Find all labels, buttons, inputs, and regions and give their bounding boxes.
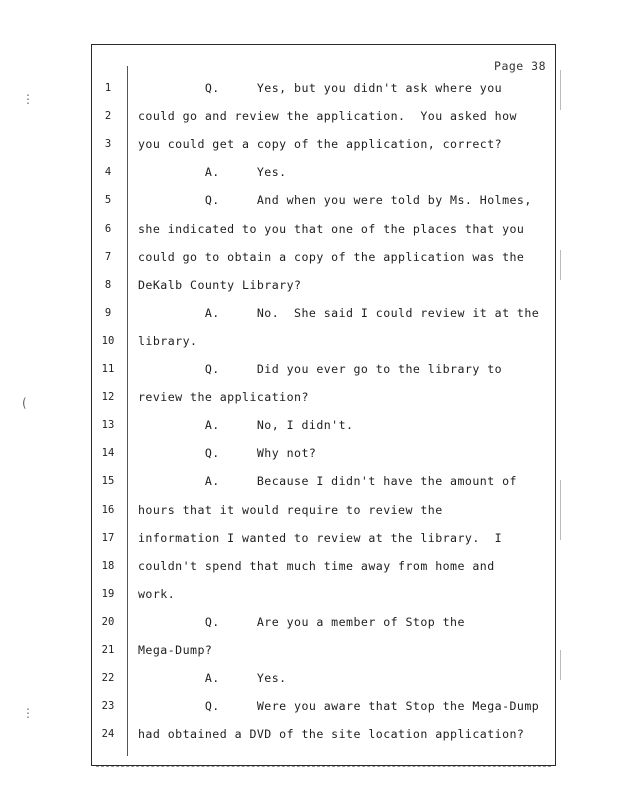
transcript-line [0, 108, 618, 128]
line-text: A. No, I didn't. [138, 418, 354, 433]
line-number: 22 [101, 672, 115, 685]
binding-hole-mark-middle: ( [22, 396, 27, 410]
line-number: 13 [101, 419, 115, 432]
transcript-line [0, 277, 618, 297]
line-text: hours that it would require to review the [138, 502, 443, 517]
page-number-label: Page 38 [494, 59, 546, 73]
line-text: had obtained a DVD of the site location application? [138, 727, 525, 742]
transcript-line [0, 726, 618, 746]
line-number: 10 [101, 334, 115, 347]
line-number: 24 [101, 728, 115, 741]
line-text: Q. Are you a member of Stop the [138, 614, 465, 629]
transcript-line [0, 221, 618, 241]
scan-artifact-right [560, 250, 561, 280]
line-text: information I wanted to review at the library. I [138, 530, 503, 545]
line-text: couldn't spend that much time away from home and [138, 558, 495, 573]
line-number: 16 [101, 503, 115, 516]
line-text: could go and review the application. You asked how [138, 109, 517, 124]
scan-artifact-right [560, 480, 561, 540]
line-text: could go to obtain a copy of the application was the [138, 249, 525, 264]
transcript-line [0, 670, 618, 690]
transcript-line [0, 136, 618, 156]
transcript-line [0, 473, 618, 493]
transcript-line [0, 417, 618, 437]
line-text: Mega-Dump? [138, 643, 213, 657]
line-text: A. Yes. [138, 671, 287, 686]
transcript-line [0, 389, 618, 409]
line-text: Q. Did you ever go to the library to [138, 362, 503, 376]
transcript-line [0, 361, 618, 381]
line-text: A. No. She said I could review it at the [138, 305, 540, 320]
transcript-line [0, 642, 618, 662]
transcript-line [0, 305, 618, 325]
line-number: 7 [104, 250, 112, 263]
binding-hole-mark-bottom: ⋮ [22, 706, 34, 720]
line-number: 8 [104, 278, 112, 291]
line-text: Q. Yes, but you didn't ask where you [138, 81, 503, 95]
scan-artifact-right [560, 70, 561, 110]
line-number: 3 [104, 138, 112, 151]
line-number: 6 [104, 222, 112, 235]
line-number: 2 [104, 110, 112, 123]
line-number: 17 [101, 531, 115, 544]
line-text: DeKalb County Library? [138, 277, 302, 292]
transcript-line [0, 502, 618, 522]
binding-hole-mark-top: ⋮ [22, 92, 34, 106]
transcript-line [0, 698, 618, 718]
line-number: 21 [101, 644, 115, 656]
line-number: 9 [104, 306, 112, 319]
transcript-line [0, 530, 618, 550]
line-text: work. [138, 586, 176, 601]
line-text: Q. Why not? [138, 446, 317, 461]
line-number: 18 [101, 559, 115, 572]
transcript-line [0, 249, 618, 269]
transcript-line [0, 586, 618, 606]
transcript-line [0, 558, 618, 578]
line-number: 14 [101, 447, 115, 460]
scan-artifact-right [560, 650, 561, 680]
transcript-line [0, 80, 618, 100]
line-number: 5 [104, 194, 112, 207]
line-text: you could get a copy of the application, correct? [138, 137, 503, 152]
transcript-line [0, 164, 618, 184]
transcript-line [0, 192, 618, 212]
line-text: Q. Were you aware that Stop the Mega-Dump [138, 699, 540, 714]
transcript-line [0, 333, 618, 353]
page-bottom-edge [96, 766, 551, 767]
line-text: she indicated to you that one of the places that you [138, 221, 525, 236]
line-number: 20 [101, 615, 115, 628]
transcript-line [0, 445, 618, 465]
line-text: A. Yes. [138, 165, 287, 180]
line-number: 12 [101, 391, 115, 404]
line-number: 19 [101, 587, 115, 600]
line-number: 4 [104, 166, 112, 179]
line-number: 1 [104, 82, 112, 94]
line-text: A. Because I didn't have the amount of [138, 474, 517, 489]
line-text: Q. And when you were told by Ms. Holmes, [138, 193, 532, 208]
line-number: 23 [101, 700, 115, 713]
line-number: 15 [101, 475, 115, 488]
line-text: review the application? [138, 390, 309, 405]
line-number: 11 [101, 363, 115, 375]
line-text: library. [138, 333, 198, 348]
transcript-line [0, 614, 618, 634]
